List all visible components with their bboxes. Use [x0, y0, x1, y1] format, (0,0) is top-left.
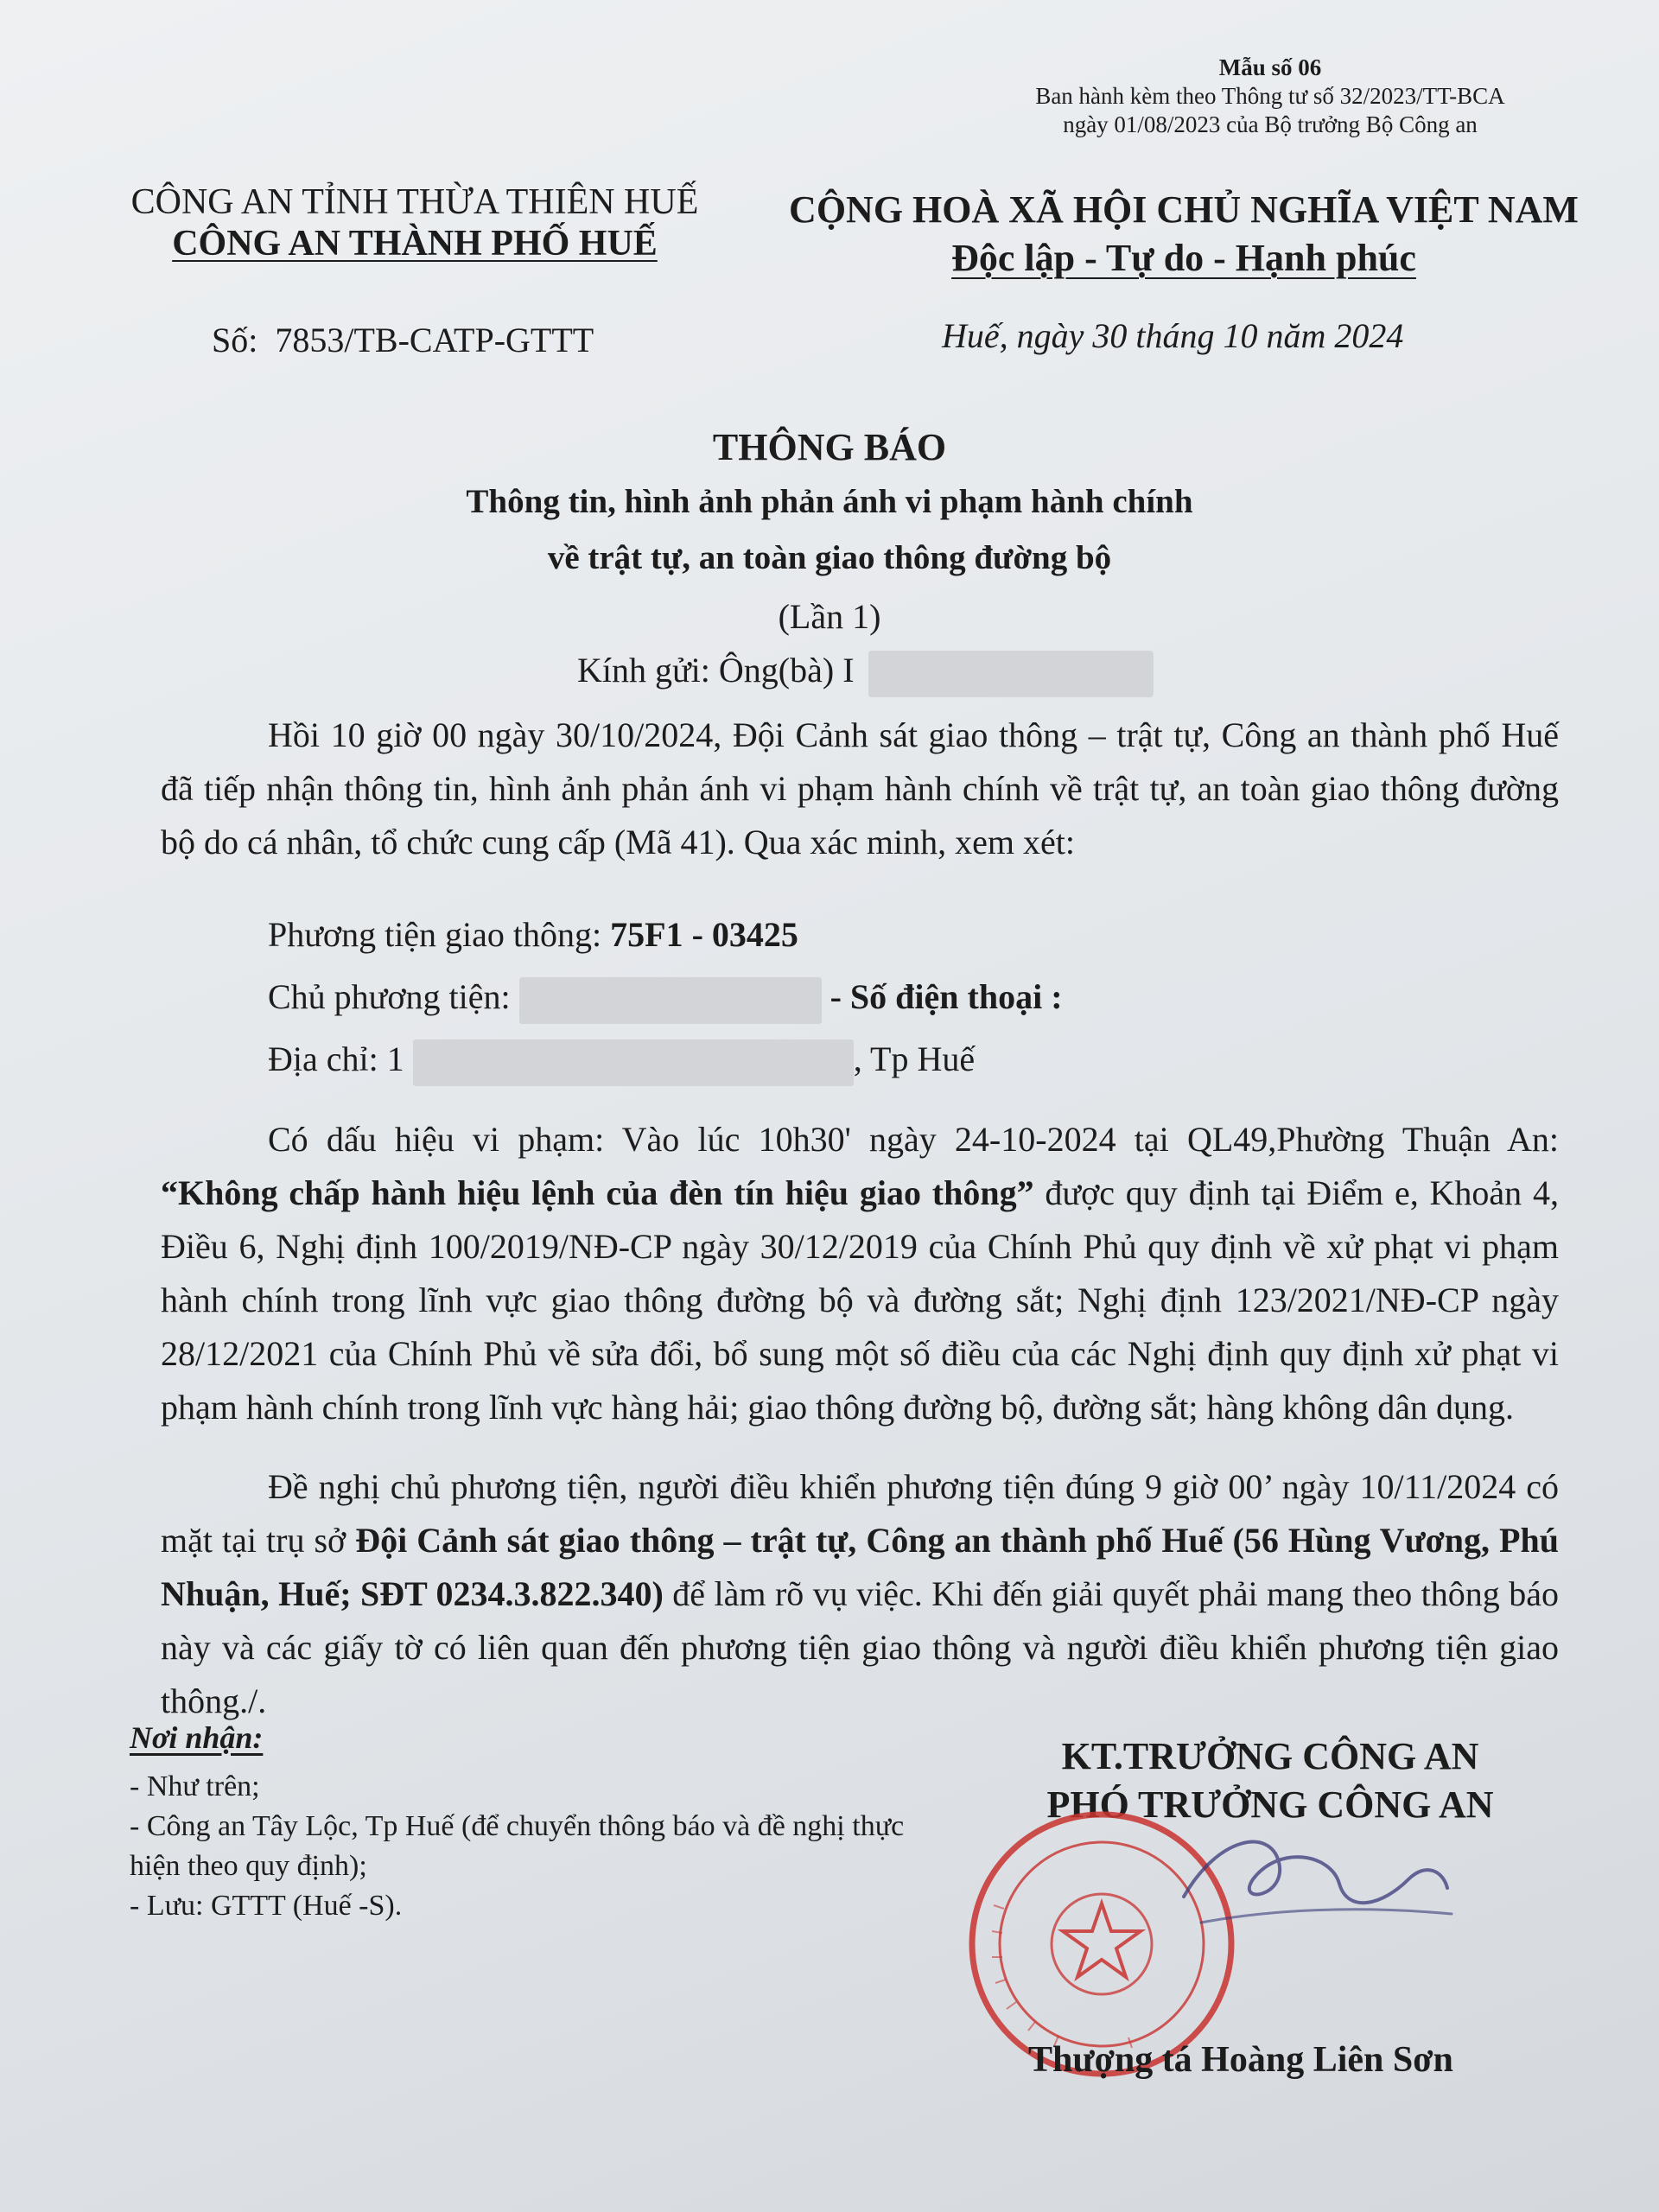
vehicle-label: Phương tiện giao thông:	[268, 915, 611, 954]
recipient-item: - Như trên;	[130, 1770, 260, 1802]
redacted-address	[413, 1039, 854, 1086]
addressee	[577, 650, 1154, 697]
issuing-agency	[104, 181, 726, 264]
document-title	[0, 422, 1659, 586]
republic-name: CỘNG HOÀ XÃ HỘI CHỦ NGHĨA VIỆT NAM	[789, 188, 1579, 231]
recipient-item: - Lưu: GTTT (Huế -S).	[130, 1890, 403, 1922]
title-main: THÔNG BÁO	[712, 426, 947, 468]
recipients-list	[130, 1767, 907, 1926]
redacted-owner	[519, 977, 822, 1024]
document-number	[212, 320, 594, 360]
agency-parent: CÔNG AN TỈNH THỪA THIÊN HUẾ	[130, 182, 699, 222]
form-reference-line2: ngày 01/08/2023 của Bộ trưởng Bộ Công an	[1063, 111, 1478, 137]
request-paragraph	[161, 1460, 1559, 1728]
title-sub-1: Thông tin, hình ảnh phản ánh vi phạm hành chính	[466, 483, 1193, 520]
national-header	[778, 186, 1590, 283]
address-field	[268, 1039, 975, 1086]
national-motto: Độc lập - Tự do - Hạnh phúc	[951, 237, 1416, 279]
agency-name: CÔNG AN THÀNH PHỐ HUẾ	[172, 224, 658, 264]
document-number-value: 7853/TB-CATP-GTTT	[275, 321, 594, 359]
intro-paragraph	[161, 709, 1559, 869]
recipient-item: - Công an Tây Lộc, Tp Huế (để chuyển thông báo và đề nghị thực hiện theo quy định);	[130, 1810, 905, 1882]
document-number-label: Số:	[212, 321, 258, 359]
request-intro: Đề nghị chủ phương tiện, người điều khiển phương tiện đúng 9 giờ 00’ ngày 10/11/2024 có mặt tại trụ sở	[161, 1467, 1559, 1560]
handwritten-signature-icon	[1149, 1802, 1478, 1957]
request-instructions: để làm rõ vụ việc. Khi đến giải quyết phải mang theo thông báo này và các giấy tờ có liên quan đến phương tiện giao thông và người điều khiển phương tiện giao thông./.	[161, 1574, 1559, 1720]
violation-description: “Không chấp hành hiệu lệnh của đèn tín hiệu giao thông”	[161, 1173, 1034, 1212]
title-sub-2: về trật tự, an toàn giao thông đường bộ	[547, 539, 1112, 576]
intro-text: Hồi 10 giờ 00 ngày 30/10/2024, Đội Cảnh sát giao thông – trật tự, Công an thành phố Huế đã tiếp nhận thông tin, hình ảnh phản ánh vi phạm hành chính về trật tự, an toàn giao thông đường bộ do cá nhân, tổ chức cung cấp (Mã 41). Qua xác minh, xem xét:	[161, 715, 1559, 861]
address-city: , Tp Huế	[853, 1039, 976, 1078]
owner-label: Chủ phương tiện:	[268, 977, 511, 1016]
vehicle-plate: 75F1 - 03425	[610, 915, 798, 954]
notice-round: (Lần 1)	[778, 597, 881, 636]
form-reference-line1: Ban hành kèm theo Thông tư số 32/2023/TT-BCA	[1035, 83, 1505, 109]
address-label: Địa chỉ: 1	[268, 1039, 404, 1078]
request-location: Đội Cảnh sát giao thông – trật tự, Công an thành phố Huế (56 Hùng Vương, Phú Nhuận, Huế; SĐT 0234.3.822.340)	[161, 1521, 1559, 1613]
vehicle-field	[268, 914, 798, 955]
recipients-label: Nơi nhận:	[130, 1720, 264, 1755]
addressee-label: Kính gửi: Ông(bà) I	[577, 651, 855, 690]
signature-title-line1: KT.TRƯỞNG CÔNG AN	[1061, 1735, 1479, 1777]
signer-name: Thượng tá Hoàng Liên Sơn	[1028, 2040, 1453, 2080]
owner-field	[268, 976, 1063, 1024]
redacted-name	[868, 651, 1154, 697]
violation-intro: Có dấu hiệu vi phạm: Vào lúc 10h30' ngày 24-10-2024 tại QL49,Phường Thuận An:	[268, 1120, 1559, 1159]
document-date: Huế, ngày 30 tháng 10 năm 2024	[942, 316, 1404, 355]
form-reference	[942, 54, 1599, 139]
phone-label: - Số điện thoại :	[830, 977, 1063, 1016]
signature-title-line2: PHÓ TRƯỞNG CÔNG AN	[1046, 1783, 1494, 1826]
violation-paragraph	[161, 1113, 1559, 1434]
violation-legal-basis: được quy định tại Điểm e, Khoản 4, Điều 6, Nghị định 100/2019/NĐ-CP ngày 30/12/2019 của Chính Phủ quy định về xử phạt vi phạm hành chính trong lĩnh vực giao thông đường bộ và đường sắt; Nghị định 123/2021/NĐ-CP ngày 28/12/2021 của Chính Phủ về sửa đổi, bổ sung một số điều của các Nghị định quy định xử phạt vi phạm hành chính trong lĩnh vực hàng hải; giao thông đường bộ, đường sắt; hàng không dân dụng.	[161, 1173, 1559, 1427]
form-number: Mẫu số 06	[1218, 54, 1322, 80]
